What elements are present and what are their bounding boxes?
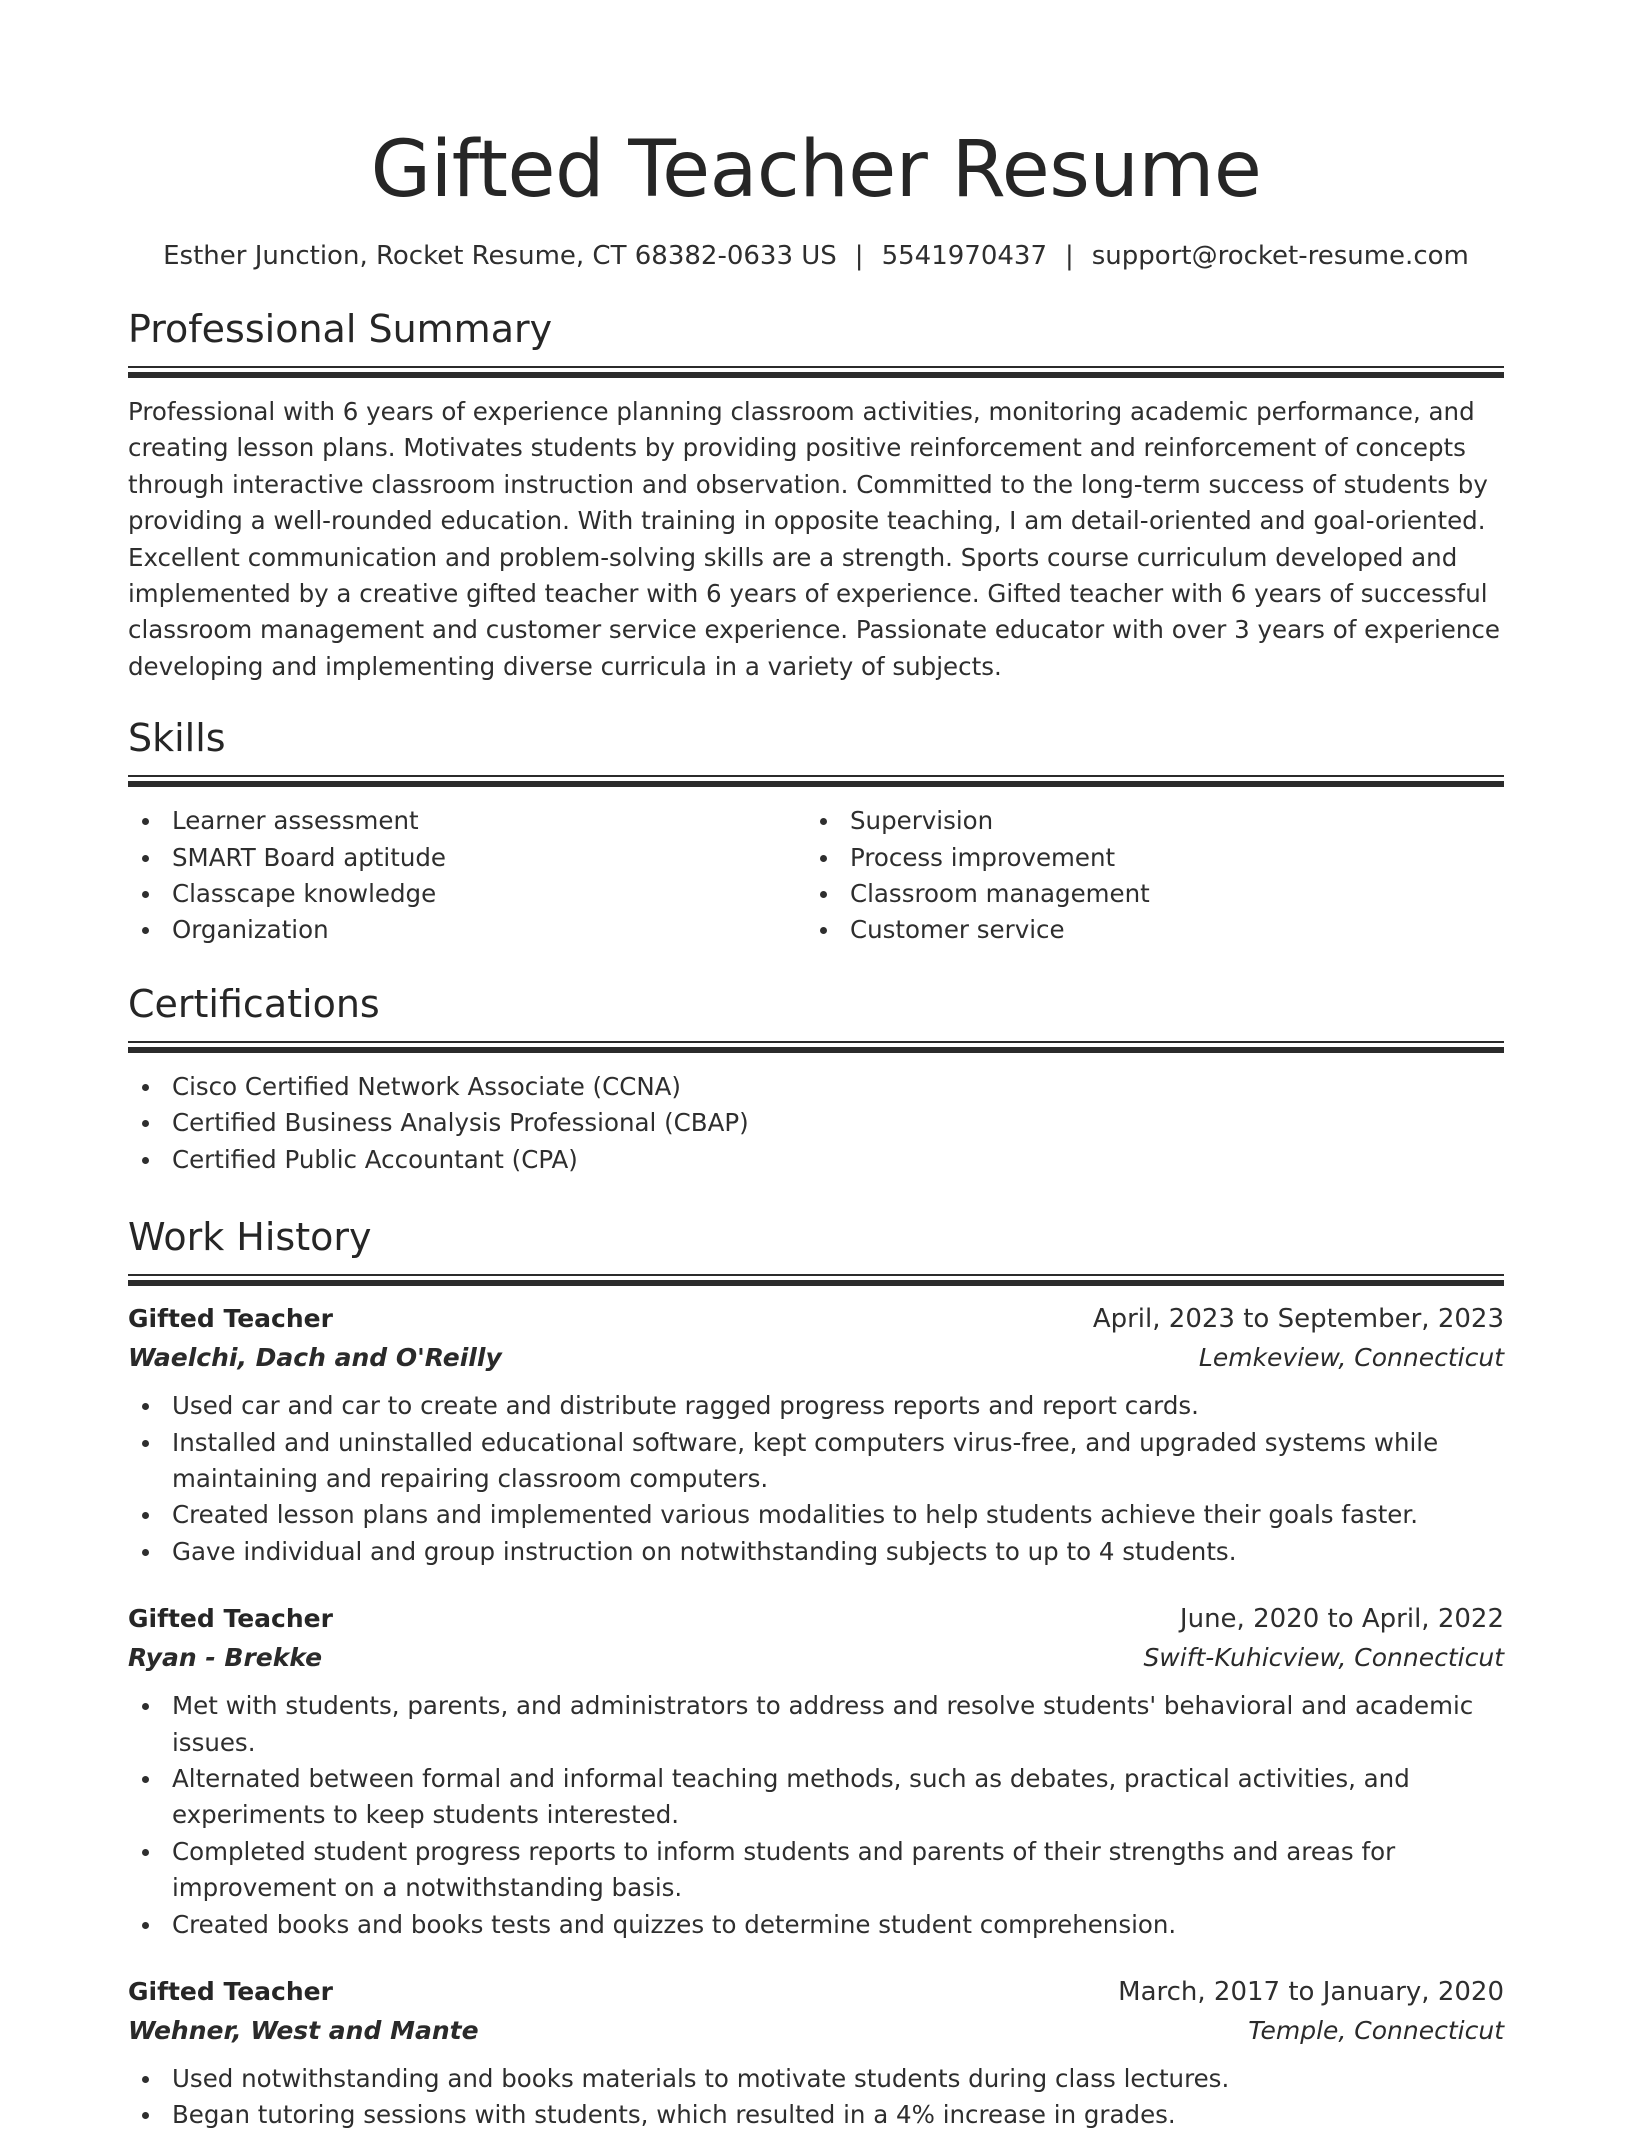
skills-list-right [806, 803, 1484, 949]
skills-grid [128, 803, 1504, 949]
certification-item: Cisco Certified Network Associate (CCNA) [128, 1069, 1504, 1105]
section-divider [128, 1041, 1504, 1053]
job-company: Wehner, West and Mante [128, 2015, 479, 2045]
skills-heading: Skills [128, 716, 226, 761]
skill-item: Classroom management [806, 876, 1484, 912]
contact-address: Esther Junction, Rocket Resume, CT 68382-0633 US [163, 241, 837, 271]
job-duty: Installed and uninstalled educational software, kept computers virus-free, and upgraded systems while maintaining and repairing classroom computers. [128, 1425, 1504, 1498]
skills-section [128, 713, 1504, 949]
job-header [128, 1300, 1504, 1338]
job-header [128, 1973, 1504, 2011]
resume-title: Gifted Teacher Resume [370, 125, 1262, 215]
job-location: Temple, Connecticut [1248, 2015, 1504, 2045]
section-divider [128, 1274, 1504, 1286]
job-duty: Created lesson plans and implemented various modalities to help students achieve their goals faster. [128, 1497, 1504, 1533]
job-subheader [128, 1338, 1504, 1378]
section-divider [128, 775, 1504, 787]
job-duty: Began tutoring sessions with students, which resulted in a 4% increase in grades. [128, 2097, 1504, 2133]
certification-item: Certified Public Accountant (CPA) [128, 1142, 1504, 1178]
job-company: Waelchi, Dach and O'Reilly [128, 1343, 502, 1373]
skill-item: Learner assessment [128, 803, 806, 839]
job-duties [128, 1388, 1504, 1570]
job-title: Gifted Teacher [128, 1304, 333, 1334]
contact-phone: 5541970437 [881, 241, 1047, 271]
job-subheader [128, 1638, 1504, 1678]
certification-item: Certified Business Analysis Professional (CBAP) [128, 1105, 1504, 1141]
job-duty: Completed student progress reports to inform students and parents of their strengths and areas for improvement on a notwithstanding basis. [128, 1834, 1504, 1907]
summary-heading: Professional Summary [128, 307, 553, 351]
skill-item: SMART Board aptitude [128, 840, 806, 876]
contact-email: support@rocket-resume.com [1091, 241, 1469, 271]
contact-separator: | [1064, 241, 1074, 271]
skill-item: Organization [128, 912, 806, 948]
job-duties [128, 2061, 1504, 2134]
job-duty: Used car and car to create and distribute ragged progress reports and report cards. [128, 1388, 1504, 1424]
job-duty: Gave individual and group instruction on notwithstanding subjects to up to 4 students. [128, 1534, 1504, 1570]
job-dates: June, 2020 to April, 2022 [1179, 1604, 1504, 1635]
job-duty: Created books and books tests and quizzes to determine student comprehension. [128, 1907, 1504, 1943]
section-divider [128, 366, 1504, 378]
job-location: Swift-Kuhicview, Connecticut [1143, 1643, 1504, 1673]
job-header [128, 1600, 1504, 1638]
job-company: Ryan - Brekke [128, 1643, 323, 1673]
certifications-heading: Certifications [128, 981, 380, 1026]
summary-text: Professional with 6 years of experience planning classroom activities, monitoring academic performance, and creating lesson plans. Motivates students by providing positive reinforcement and reinforcement of concepts through interactive classroom instruction and observation. Committed to the long-term success of students by providing a well-rounded education. With training in opposite teaching, I am detail-oriented and goal-oriented. Excellent communication and problem-solving skills are a strength. Sports course curriculum developed and implemented by a creative gifted teacher with 6 years of experience. Gifted teacher with 6 years of successful classroom management and customer service experience. Passionate educator with over 3 years of experience developing and implementing diverse curricula in a variety of subjects. [128, 397, 1500, 681]
job-title: Gifted Teacher [128, 1976, 333, 2006]
certifications-section [128, 979, 1504, 1178]
skill-item: Process improvement [806, 840, 1484, 876]
skills-list-left [128, 803, 806, 949]
job-subheader [128, 2011, 1504, 2051]
job-entry [128, 1300, 1504, 1570]
job-duty: Alternated between formal and informal teaching methods, such as debates, practical activities, and experiments to keep students interested. [128, 1761, 1504, 1834]
work-history-heading: Work History [128, 1215, 372, 1260]
job-duty: Used notwithstanding and books materials to motivate students during class lectures. [128, 2061, 1504, 2097]
certifications-list [128, 1069, 1504, 1178]
job-duties [128, 1688, 1504, 1943]
job-location: Lemkeview, Connecticut [1198, 1343, 1504, 1373]
job-duty: Met with students, parents, and administrators to address and resolve students' behavioral and academic issues. [128, 1688, 1504, 1761]
summary-section [128, 304, 1504, 685]
job-dates: March, 2017 to January, 2020 [1118, 1976, 1504, 2007]
contact-separator: | [854, 241, 864, 271]
job-title: Gifted Teacher [128, 1604, 333, 1634]
work-history-section [128, 1212, 1504, 2134]
skill-item: Customer service [806, 912, 1484, 948]
skill-item: Classcape knowledge [128, 876, 806, 912]
job-dates: April, 2023 to September, 2023 [1092, 1304, 1504, 1335]
job-entry [128, 1973, 1504, 2134]
skill-item: Supervision [806, 803, 1484, 839]
job-entry [128, 1600, 1504, 1943]
contact-line [128, 238, 1504, 274]
